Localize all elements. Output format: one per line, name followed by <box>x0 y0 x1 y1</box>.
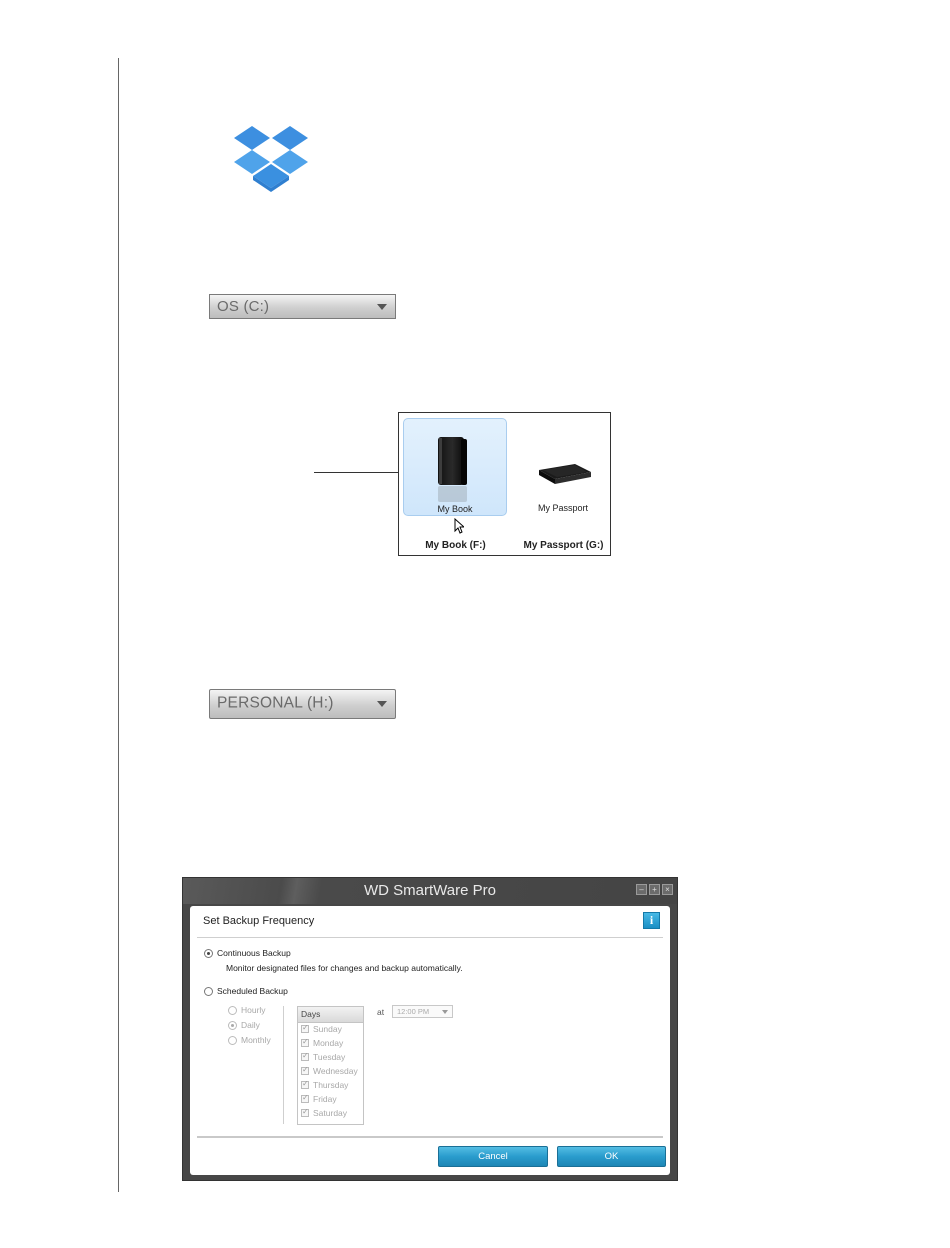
checkbox-icon[interactable] <box>301 1081 309 1089</box>
window-controls <box>636 884 673 895</box>
cancel-button[interactable]: Cancel <box>438 1146 548 1167</box>
day-row-thursday[interactable] <box>298 1079 363 1093</box>
day-label: Sunday <box>313 1024 342 1034</box>
day-label: Thursday <box>313 1080 349 1090</box>
day-row-friday[interactable] <box>298 1093 363 1107</box>
schedule-divider <box>283 1006 284 1124</box>
time-select[interactable] <box>392 1005 453 1018</box>
info-icon[interactable]: i <box>643 912 660 929</box>
monthly-radio[interactable] <box>228 1036 237 1045</box>
footer-divider <box>197 1136 663 1138</box>
day-row-saturday[interactable] <box>298 1107 363 1121</box>
dialog-body <box>190 906 670 1175</box>
continuous-backup-label: Continuous Backup <box>217 948 291 958</box>
day-row-monday[interactable] <box>298 1037 363 1051</box>
day-label: Friday <box>313 1094 337 1104</box>
hourly-label: Hourly <box>241 1005 266 1015</box>
continuous-backup-description: Monitor designated files for changes and backup automatically. <box>226 963 463 973</box>
day-row-sunday[interactable] <box>298 1023 363 1037</box>
time-value: 12:00 PM <box>397 1007 430 1016</box>
day-label: Wednesday <box>313 1066 358 1076</box>
dialog-heading: Set Backup Frequency <box>203 915 315 927</box>
os-drive-select[interactable] <box>209 294 396 319</box>
day-label: Monday <box>313 1038 344 1048</box>
portable-drive-icon <box>535 460 593 488</box>
continuous-backup-radio[interactable] <box>204 949 213 958</box>
days-list <box>297 1006 364 1125</box>
checkbox-icon[interactable] <box>301 1053 309 1061</box>
daily-radio[interactable] <box>228 1021 237 1030</box>
at-label: at <box>377 1007 385 1017</box>
ok-button[interactable]: OK <box>557 1146 666 1167</box>
hourly-radio[interactable] <box>228 1006 237 1015</box>
chevron-down-icon <box>442 1010 448 1014</box>
device-tile-my-book[interactable] <box>403 418 507 516</box>
checkbox-icon[interactable] <box>301 1095 309 1103</box>
device-tile-name: My Book <box>437 504 473 514</box>
close-icon[interactable]: × <box>662 884 673 895</box>
device-picker <box>398 412 611 556</box>
minimize-icon[interactable]: – <box>636 884 647 895</box>
chevron-down-icon <box>377 304 387 310</box>
backup-frequency-dialog <box>182 877 678 1181</box>
monthly-label: Monthly <box>241 1035 271 1045</box>
day-row-wednesday[interactable] <box>298 1065 363 1079</box>
drive-letter-label: My Passport (G:) <box>523 540 604 551</box>
device-tile-my-passport[interactable] <box>511 418 615 516</box>
checkbox-icon[interactable] <box>301 1067 309 1075</box>
days-list-header: Days <box>298 1007 363 1023</box>
scheduled-backup-label: Scheduled Backup <box>217 986 288 996</box>
dropbox-logo-icon <box>232 124 310 192</box>
chevron-down-icon <box>377 701 387 707</box>
mouse-cursor-icon <box>454 518 464 534</box>
os-drive-value: OS (C:) <box>217 297 270 315</box>
daily-label: Daily <box>241 1020 260 1030</box>
drive-letter-label: My Book (F:) <box>425 540 486 551</box>
day-row-tuesday[interactable] <box>298 1051 363 1065</box>
personal-drive-value: PERSONAL (H:) <box>217 694 334 712</box>
device-tile-name: My Passport <box>537 503 588 513</box>
day-label: Saturday <box>313 1108 348 1118</box>
personal-drive-select[interactable] <box>209 689 396 719</box>
external-drive-icon <box>432 433 476 505</box>
maximize-icon[interactable]: + <box>649 884 660 895</box>
page-margin-rule <box>118 58 119 1192</box>
checkbox-icon[interactable] <box>301 1039 309 1047</box>
scheduled-backup-radio[interactable] <box>204 987 213 996</box>
window-title: WD SmartWare Pro <box>364 882 496 899</box>
heading-divider <box>197 937 663 938</box>
dialog-titlebar <box>183 878 677 904</box>
checkbox-icon[interactable] <box>301 1109 309 1117</box>
checkbox-icon[interactable] <box>301 1025 309 1033</box>
day-label: Tuesday <box>313 1052 346 1062</box>
